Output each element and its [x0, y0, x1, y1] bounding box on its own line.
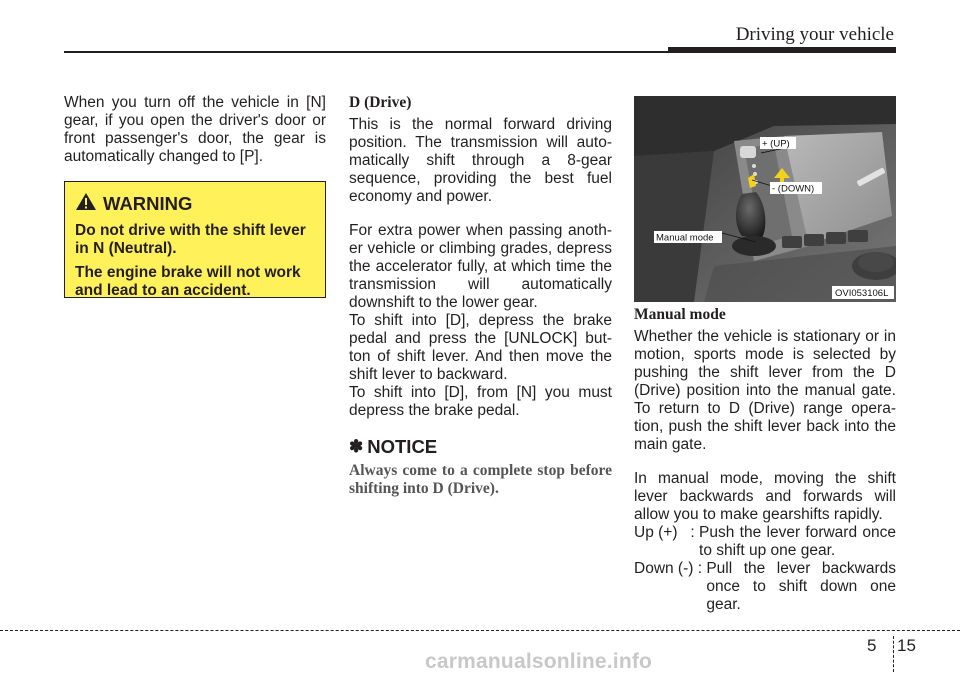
- label-up: + (UP): [762, 138, 790, 150]
- warning-box: [64, 181, 326, 298]
- running-header: Driving your vehicle: [735, 24, 894, 45]
- warning-triangle-icon: [75, 192, 97, 216]
- definition-up: [634, 524, 896, 560]
- column-left: [64, 94, 326, 166]
- paragraph: To shift into [D], depress the brake pedal and press the [UNLOCK] but-ton of shift lever. And then move the shift lever to backward.: [349, 312, 612, 383]
- figure-code: OVI053106L: [835, 288, 889, 299]
- paragraph: This is the normal forward driving position. The transmission will auto-matically shift through a 8-gear sequence, providing the best fuel economy and power.: [349, 116, 612, 205]
- warning-line: Do not drive with the shift lever in N (Neutral).: [75, 222, 306, 257]
- intro-paragraph: When you turn off the vehicle in [N] gear, if you open the driver's door or front passenger's door, the gear is automatically changed to [P].: [64, 94, 326, 165]
- notice-title: NOTICE: [367, 436, 438, 457]
- column-middle: [349, 94, 612, 498]
- paragraph: To shift into [D], from [N] you must depress the brake pedal.: [349, 384, 612, 419]
- header-rule: [64, 51, 670, 53]
- shift-lever-photo: [634, 96, 896, 302]
- section-heading-drive: D (Drive): [349, 94, 412, 111]
- notice-text: Always come to a complete stop before shifting into D (Drive).: [349, 462, 612, 497]
- label-manual-mode: Manual mode: [656, 232, 714, 244]
- notice-header: [349, 438, 612, 456]
- warning-line: The engine brake will not work and lead to an accident.: [75, 264, 301, 299]
- definition-desc: Pull the lever backwards once to shift down one gear.: [706, 560, 896, 613]
- paragraph: Whether the vehicle is stationary or in motion, sports mode is selected by pushing the shift lever from the D (Drive) position into the manual gate. To return to D (Drive) range opera-tion, push the shift lever back into the main gate.: [634, 328, 896, 453]
- definition-desc: Push the lever forward once to shift up one gear.: [699, 524, 896, 559]
- paragraph: In manual mode, moving the shift lever backwards and forwards will allow you to make gearshifts rapidly.: [634, 470, 896, 523]
- label-down: - (DOWN): [772, 183, 815, 195]
- paragraph: For extra power when passing anoth-er vehicle or climbing grades, depress the accelerator fully, at which time the transmission will automatically downshift to the lower gear.: [349, 222, 612, 311]
- column-right: [634, 306, 896, 614]
- watermark: carmanualsonline.info: [425, 650, 653, 673]
- footer-rule: [0, 630, 960, 631]
- footer-divider: [893, 636, 894, 672]
- section-heading-manual: Manual mode: [634, 306, 726, 323]
- page-number: 15: [897, 636, 916, 655]
- warning-header: [75, 192, 316, 216]
- chapter-number: 5: [867, 636, 877, 655]
- definition-down: [634, 560, 896, 614]
- header-rule-bold: [668, 47, 896, 53]
- definition-term: Up (+) :: [634, 524, 700, 541]
- notice-star-icon: ✽: [349, 437, 364, 456]
- definition-term: Down (-) :: [634, 560, 707, 577]
- warning-title: WARNING: [103, 193, 193, 214]
